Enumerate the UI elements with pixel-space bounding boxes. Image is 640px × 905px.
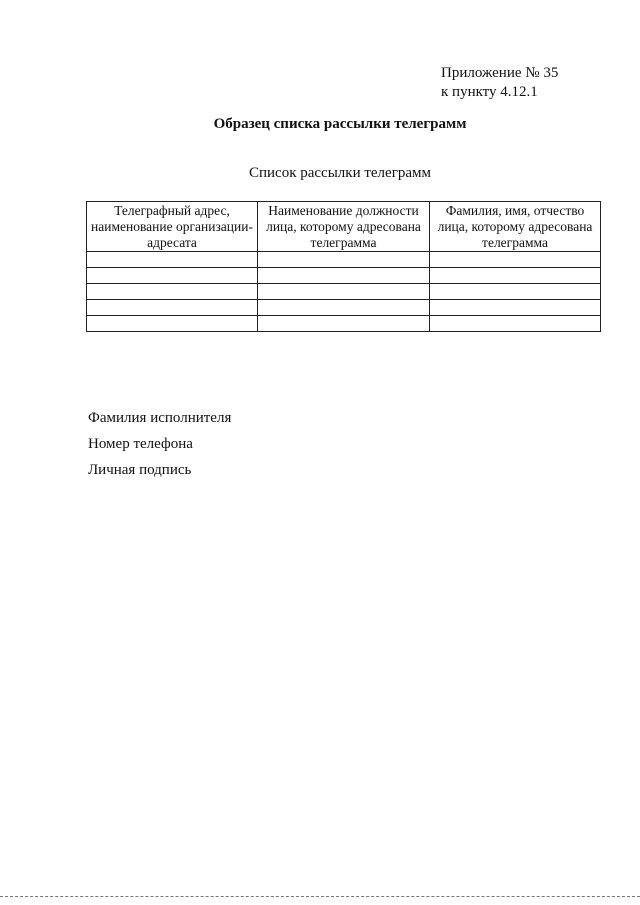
table-header-row (87, 202, 601, 252)
table-cell (430, 300, 601, 316)
table-cell (258, 252, 430, 268)
table-cell (258, 284, 430, 300)
table-cell (87, 284, 258, 300)
footer-fields (88, 408, 231, 486)
table-cell (430, 252, 601, 268)
table-cell (258, 268, 430, 284)
table-cell (258, 316, 430, 332)
table-cell (87, 268, 258, 284)
table-row (87, 268, 601, 284)
table-cell (430, 316, 601, 332)
list-title: Список рассылки телеграмм (248, 165, 431, 181)
appendix-number: Приложение № 35 (441, 65, 559, 81)
table-row (87, 316, 601, 332)
table-row (87, 252, 601, 268)
appendix-reference (441, 64, 558, 102)
table-cell (258, 300, 430, 316)
header-telegraph-address: Телеграфный адрес, наименование организации-адресата (87, 202, 258, 252)
table-row (87, 284, 601, 300)
phone-number-label: Номер телефона (88, 436, 193, 452)
header-recipient-position: Наименование должности лица, которому адресована телеграмма (258, 202, 430, 252)
table-cell (87, 300, 258, 316)
signature-label: Личная подпись (88, 462, 192, 478)
page-bottom-rule (0, 896, 640, 897)
mailing-list-table (86, 201, 601, 332)
document-title: Образец списка рассылки телеграмм (213, 116, 467, 132)
appendix-clause: к пункту 4.12.1 (441, 84, 538, 100)
table-cell (87, 252, 258, 268)
header-recipient-name: Фамилия, имя, отчество лица, которому адресована телеграмма (430, 202, 601, 252)
table-cell (430, 284, 601, 300)
table-cell (87, 316, 258, 332)
executor-name-label: Фамилия исполнителя (88, 410, 232, 426)
table-cell (430, 268, 601, 284)
table-row (87, 300, 601, 316)
